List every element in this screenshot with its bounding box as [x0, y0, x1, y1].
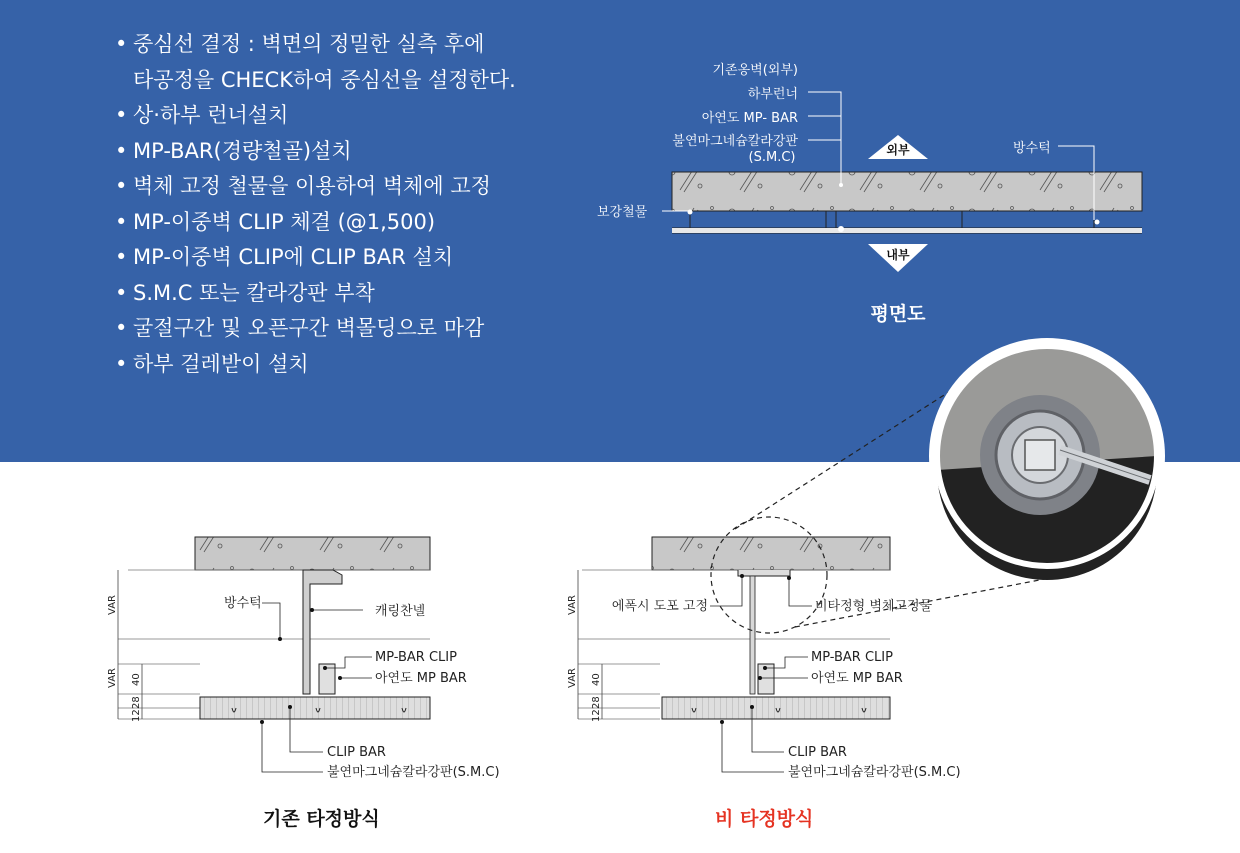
- label-smc: 불연마그네슘칼라강판(S.M.C): [327, 765, 500, 780]
- plan-label-smc: 불연마그네슘칼라강판: [672, 134, 798, 149]
- plan-wall: [672, 172, 1142, 211]
- list-item: • MP-이중벽 CLIP에 CLIP BAR 설치: [115, 245, 454, 269]
- list-item: • 상·하부 런너설치: [115, 103, 289, 127]
- list-item: • S.M.C 또는 칼라강판 부착: [115, 280, 375, 305]
- dim-12: 12: [131, 709, 142, 722]
- caption-non-percussive: 비 타정방식: [715, 808, 814, 830]
- plan-label-existing-wall: 기존옹벽(외부): [712, 63, 798, 78]
- dim-var-upper: VAR: [567, 595, 578, 615]
- outside-label: 외부: [886, 143, 910, 157]
- list-item: • 중심선 결정 : 벽면의 정밀한 실측 후에: [115, 32, 485, 56]
- section-conventional: [107, 537, 500, 780]
- anchor-detail-photo: [929, 338, 1165, 580]
- plan-label-waterproof: 방수턱: [1013, 141, 1051, 156]
- label-carrying-channel: 캐링찬넬: [375, 604, 426, 619]
- label-epoxy: 에폭시 도포 고정: [611, 599, 708, 614]
- caption-conventional: 기존 타정방식: [263, 808, 380, 830]
- plan-label-mp-bar: 아연도 MP- BAR: [701, 111, 798, 126]
- label-mp-bar: 아연도 MP BAR: [811, 671, 903, 686]
- label-waterproof: 방수턱: [224, 596, 262, 611]
- list-item-continuation: 타공정을 CHECK하여 중심선을 설정한다.: [133, 67, 516, 92]
- label-clip: MP-BAR CLIP: [375, 650, 457, 665]
- list-item: • 벽체 고정 철물을 이용하여 벽체에 고정: [115, 174, 491, 198]
- label-non-percussive-anchor: 비타정형 벽체고정물: [815, 599, 933, 614]
- dim-12: 12: [591, 709, 602, 722]
- label-clip-bar: CLIP BAR: [327, 745, 386, 760]
- plan-view: [597, 62, 1142, 325]
- list-item: • MP-BAR(경량철골)설치: [115, 138, 352, 163]
- plan-label-lower-runner: 하부런너: [747, 87, 798, 102]
- dim-28: 28: [131, 696, 142, 709]
- ceiling-slab: [652, 537, 890, 570]
- inside-label: 내부: [886, 248, 910, 262]
- label-mp-bar: 아연도 MP BAR: [375, 671, 467, 686]
- dim-28: 28: [591, 696, 602, 709]
- label-clip: MP-BAR CLIP: [811, 650, 893, 665]
- list-item: • MP-이중벽 CLIP 체결 (@1,500): [115, 209, 436, 234]
- label-smc: 불연마그네슘칼라강판(S.M.C): [788, 765, 961, 780]
- plan-label-reinforce: 보강철물: [597, 205, 648, 220]
- dim-var-lower: VAR: [107, 668, 118, 688]
- dim-var-upper: VAR: [107, 595, 118, 615]
- dim-40: 40: [131, 673, 142, 686]
- plan-title: 평면도: [870, 303, 926, 325]
- dim-40: 40: [591, 673, 602, 686]
- list-item: • 하부 걸레받이 설치: [115, 351, 309, 376]
- ceiling-slab: [195, 537, 430, 570]
- plan-label-smc-abbr: (S.M.C): [748, 150, 796, 165]
- label-clip-bar: CLIP BAR: [788, 745, 847, 760]
- dim-var-lower: VAR: [567, 668, 578, 688]
- list-item: • 굴절구간 및 오픈구간 벽몰딩으로 마감: [115, 316, 485, 340]
